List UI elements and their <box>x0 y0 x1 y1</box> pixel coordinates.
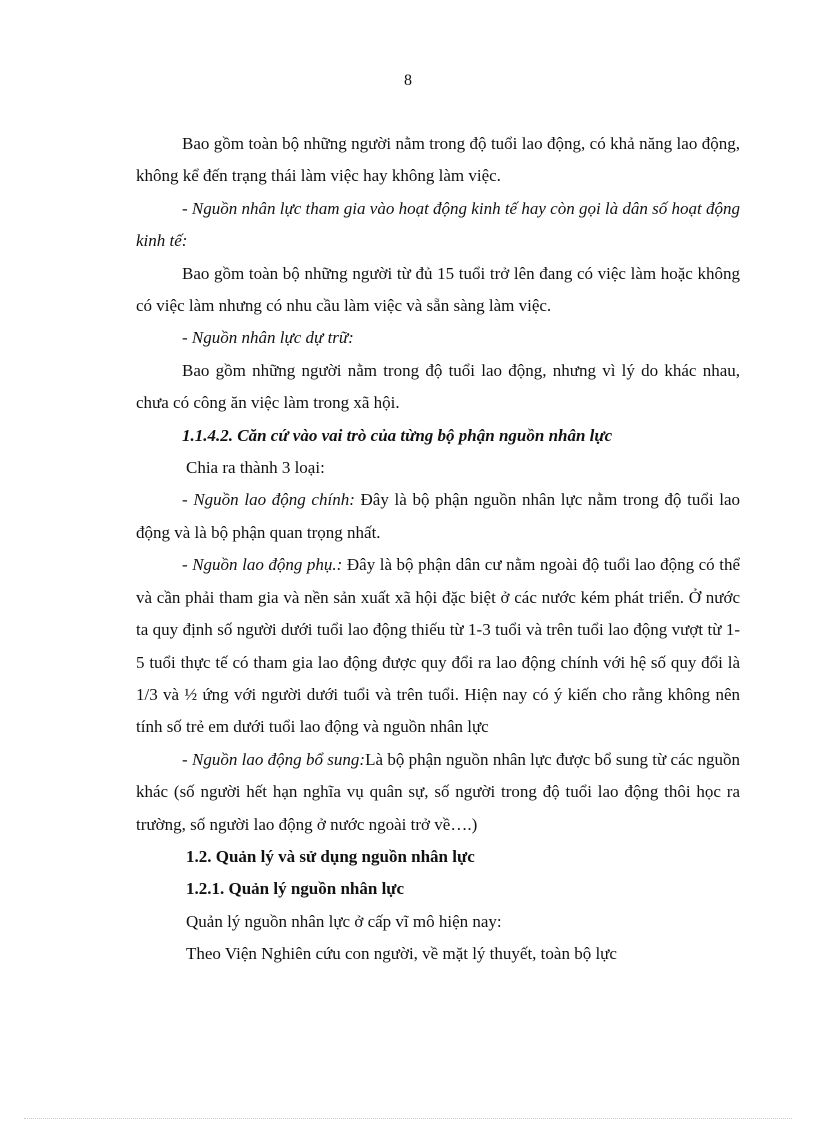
definition-main-labor: Đây là bộ phận nguồn nhân lực nằm trong độ tuổi lao động và là bộ phận quan trọng nhất. <box>136 490 740 542</box>
paragraph-supplementary-labor <box>136 744 740 841</box>
definition-supplementary-labor: Là bộ phận nguồn nhân lực được bổ sung từ các nguồn khác (số người hết hạn nghĩa vụ quân sự, số người trong độ tuổi lao động thôi học ra trường, số người lao động ở nước ngoài trở về….) <box>136 749 740 834</box>
subheading-economically-active: - Nguồn nhân lực tham gia vào hoạt động kinh tế hay còn gọi là dân số hoạt động kinh tế: <box>136 198 740 251</box>
subheading-reserve-labor: - Nguồn nhân lực dự trữ: <box>182 328 354 348</box>
term-secondary-labor: - Nguồn lao động phụ.: <box>182 555 343 575</box>
paragraph-secondary-labor <box>136 549 740 743</box>
document-body <box>136 128 740 971</box>
paragraph-working-age-population: Bao gồm toàn bộ những người nằm trong độ tuổi lao động, có khả năng lao động, không kể đến trạng thái làm việc hay không làm việc. <box>136 134 740 186</box>
section-heading-1-1-4-2: 1.1.4.2. Căn cứ vào vai trò của từng bộ phận nguồn nhân lực <box>182 425 613 445</box>
paragraph-macro-management: Quản lý nguồn nhân lực ở cấp vĩ mô hiện nay: <box>186 911 502 931</box>
paragraph-human-research-institute: Theo Viện Nghiên cứu con người, về mặt lý thuyết, toàn bộ lực <box>186 944 617 964</box>
paragraph-three-types: Chia ra thành 3 loại: <box>186 458 325 478</box>
paragraph-economically-active: Bao gồm toàn bộ những người từ đủ 15 tuổi trở lên đang có việc làm hoặc không có việc làm nhưng có nhu cầu làm việc và sẵn sàng làm việc. <box>136 263 740 316</box>
page-bottom-divider <box>24 1118 792 1119</box>
paragraph-reserve-labor: Bao gồm những người nằm trong độ tuổi lao động, nhưng vì lý do khác nhau, chưa có công ăn việc làm trong xã hội. <box>136 360 740 413</box>
page-number: 8 <box>404 72 412 89</box>
term-supplementary-labor: - Nguồn lao động bổ sung: <box>182 749 366 769</box>
paragraph-main-labor <box>136 484 740 549</box>
section-heading-1-2-1: 1.2.1. Quản lý nguồn nhân lực <box>186 879 405 899</box>
definition-secondary-labor: Đây là bộ phận dân cư nằm ngoài độ tuổi lao động có thể và cần phải tham gia và nền sản xuất xã hội đặc biệt ở các nước kém phát triển. Ở nước ta quy định số người dưới tuổi lao động thiếu từ 1-3 tuổi và trên tuổi lao động vượt từ 1-5 tuổi thực tế có tham gia lao động được quy đổi ra lao động chính với hệ số quy đổi là 1/3 và ½ ứng với người dưới tuổi và trên tuổi. Hiện nay có ý kiến cho rằng không nên tính số trẻ em dưới tuổi lao động và nguồn nhân lực <box>136 555 740 737</box>
section-heading-1-2: 1.2. Quản lý và sử dụng nguồn nhân lực <box>186 846 475 866</box>
term-main-labor: - Nguồn lao động chính: <box>182 490 355 510</box>
